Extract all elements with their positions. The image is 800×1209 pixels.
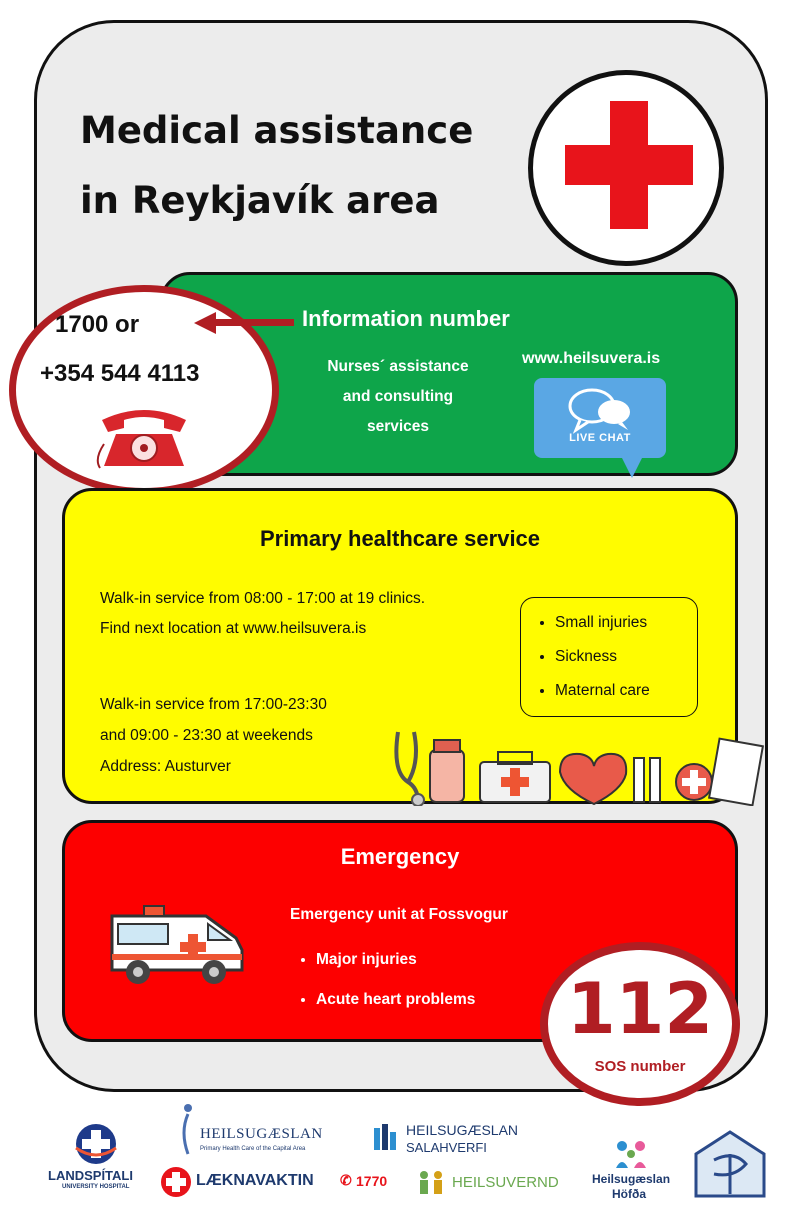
- emergency-title: Emergency: [340, 844, 460, 869]
- phone-circle: [9, 285, 279, 495]
- information-title: Information number: [302, 306, 510, 331]
- sos-circle: [540, 942, 740, 1106]
- evening-service-line-2: and 09:00 - 23:30 at weekends: [100, 727, 313, 744]
- evening-service-line-1: Walk-in service from 17:00-23:30: [100, 696, 327, 713]
- heilsugaeslan-sub: Primary Health Care of the Capital Area: [200, 1146, 306, 1152]
- laeknavaktin-name: LÆKNAVAKTIN: [196, 1172, 314, 1189]
- hofda-family-icon: [614, 1138, 648, 1170]
- chat-tail: [620, 454, 644, 478]
- ambulance-icon: [108, 890, 246, 986]
- services-list-box: [520, 597, 698, 717]
- phone-icon: ✆: [340, 1172, 352, 1188]
- title-line-1: Medical assistance: [80, 109, 474, 152]
- sos-number[interactable]: 112: [566, 968, 714, 1050]
- list-item: • Major injuries: [316, 940, 475, 980]
- salahverfi-line-1: HEILSUGÆSLAN: [406, 1122, 519, 1138]
- red-cross-icon: [528, 70, 724, 266]
- emergency-list: [292, 940, 475, 1020]
- website-link[interactable]: www.heilsuvera.is: [522, 350, 661, 367]
- emergency-unit-text: Emergency unit at Fossvogur: [290, 906, 508, 923]
- laeknavaktin-cross-icon: [160, 1166, 192, 1198]
- heilsugaeslan-figure-icon: [176, 1102, 200, 1156]
- chat-bubbles-icon: [534, 378, 666, 438]
- address-line: Address: Austurver: [100, 758, 231, 775]
- live-chat-label: LIVE CHAT: [569, 432, 631, 444]
- hofda-line-2: Höfða: [612, 1187, 646, 1201]
- day-service-line-2: Find next location at www.heilsuvera.is: [100, 620, 367, 637]
- sos-label: SOS number: [594, 1058, 686, 1075]
- day-service-line-1: Walk-in service from 08:00 - 17:00 at 19 clinics.: [100, 590, 426, 607]
- heilsuvernd-people-icon: [416, 1168, 446, 1198]
- heilsugaeslan-name: HEILSUGÆSLAN: [200, 1126, 323, 1142]
- title-line-2: in Reykjavík area: [80, 179, 440, 222]
- arrow-line: [214, 319, 294, 326]
- laeknavaktin-phone: 1770: [356, 1173, 388, 1189]
- building-logo-icon: [694, 1130, 766, 1198]
- arrow-left-icon: [194, 312, 216, 334]
- phone-number-short[interactable]: 1700 or: [55, 311, 140, 338]
- medical-equipment-icons: [388, 722, 768, 806]
- landspitali-sub: UNIVERSITY HOSPITAL: [62, 1184, 130, 1190]
- salahverfi-line-2: SALAHVERFI: [406, 1140, 487, 1155]
- hofda-line-1: Heilsugæslan: [592, 1172, 671, 1186]
- heilsuvernd-name: HEILSUVERND: [452, 1174, 559, 1191]
- phone-number-long[interactable]: +354 544 4113: [40, 360, 200, 387]
- landspitali-name: LANDSPÍTALI: [48, 1168, 133, 1183]
- landspitali-cross-icon: [74, 1122, 118, 1166]
- nurses-text: Nurses´ assistance and consulting services: [327, 358, 469, 435]
- list-item: • Maternal care: [555, 674, 697, 708]
- telephone-icon: [94, 404, 194, 472]
- primary-healthcare-title: Primary healthcare service: [259, 526, 541, 551]
- page-title: [80, 96, 510, 236]
- list-item: • Acute heart problems: [316, 980, 475, 1020]
- live-chat-icon[interactable]: [534, 378, 666, 458]
- list-item: • Sickness: [555, 640, 697, 674]
- list-item: • Small injuries: [555, 606, 697, 640]
- salahverfi-icon: [374, 1124, 398, 1150]
